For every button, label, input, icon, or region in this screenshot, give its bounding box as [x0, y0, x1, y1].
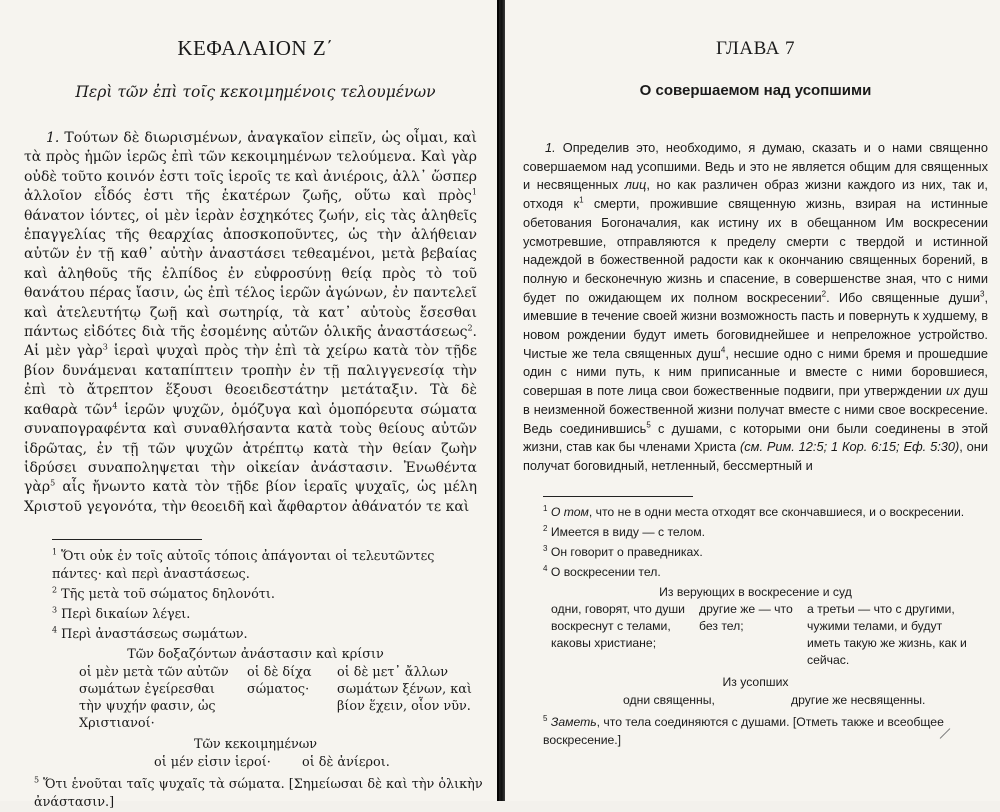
scheme-columns — [551, 601, 988, 669]
footnote-5: $^5$ Ὅτι ἑνοῦται ταῖς ψυχαῖς τὰ σώματα. [Σημείωσαι δὲ καὶ τὴν ὁλικὴν ἀνάστασιν.] — [34, 775, 483, 811]
footnote-ref: 2 — [821, 289, 827, 299]
footnote-4: $^4$ Περὶ ἀναστάσεως σωμάτων. — [52, 625, 248, 643]
chapter-subtitle-russian: О совершаемом над усопшими — [639, 82, 872, 99]
chapter-subtitle-greek: Περὶ τῶν ἐπὶ τοῖς κεκοιμημένοις τελουμένων — [75, 83, 436, 101]
scheme-subcol-2: другие же несвященны. — [791, 692, 926, 707]
footnotes-greek — [24, 548, 487, 812]
main-text-russian: 1. Определив это, необходимо, я думаю, сказать и о нами священно совершаемом над усопшими. Ведь и это не является общим для священных и несвященных лиц, но как различен образ жизни каждого из них, так и, отходя $к^1$ смерти, прожившие священную жизнь, взирая на истинные обетования Богоначалия, как истину их в обещанном Им воскресении усмотревшие, отправляются к пределу смерти с твердой и истинной надеждой в божественной радости как к окончанию священных борений, в полную и бесконечную жизнь и спасение, в совершенстве зная, что с ними будет по ожидающем их полном воскресении$^2$. Ибо священные души$^3$, имевшие в течение своей жизни возможность пасть и повернуть к худшему, в новом рождении будут иметь боговиднейшее и непреложное устройство. Чистые же тела священных душ$^4$, несшие одно с ними бремя и прошедшие один с ними путь, к ним приписанные и вместе с ними боровшиеся, совершая в поте лица свои божественные подвиги, при утверждении их душ в неизменной божественной жизни получат вместе с ними свое воскресение. Ведь соединившись$^5$ с душами, с которыми они были соединены в этой жизни, став как бы членами Христа (см. Рим. 12:5; 1 Кор. 6:15; Еф. 5:30), они получат боговидный, нетленный, бессмертный и — [523, 140, 989, 473]
scheme-heading: Τῶν δοξαζόντων ἀνάστασιν καὶ κρίσιν — [127, 647, 384, 663]
footnote-ref: 3 — [979, 289, 985, 299]
book-gutter — [497, 0, 505, 801]
chapter-title-russian: ГЛАВА 7 — [715, 38, 796, 59]
footnote-2: $^2$ Τῆς μετὰ τοῦ σώματος δηλονότι. — [52, 585, 275, 603]
scheme-subcol-2: οἱ δὲ ἀνίεροι. — [302, 755, 390, 771]
scheme-col-1: οἱ μὲν μετὰ τῶν αὐτῶν σωμάτων ἐγείρεσθαι τὴν ψυχήν φασιν, ὡς Χριστιανοί· — [79, 665, 229, 732]
section-number: 1. — [545, 140, 556, 155]
footnote-divider — [52, 539, 202, 540]
scheme-col-1: одни, говорят, что души воскреснут с телами, каковы христиане; — [551, 601, 685, 650]
footnotes-russian — [523, 503, 988, 749]
footnote-ref: 4 — [112, 401, 118, 411]
scheme-subcolumns — [623, 691, 988, 709]
footnote-5: $^5$ Заметь, что тела соединяются с душами. [Отметь также и всеобщее воскресение.] — [543, 713, 944, 747]
footnote-ref: 5 — [646, 420, 651, 430]
scheme-subcol-1: одни священны, — [623, 692, 715, 707]
left-page — [0, 0, 497, 811]
scheme-col-2: οἱ δὲ δίχα σώματος· — [247, 665, 312, 698]
scheme-subheading: Из усопших — [722, 674, 789, 689]
footnote-ref: 5 — [50, 478, 56, 488]
footnote-ref: 2 — [467, 323, 473, 333]
footnote-3: $^3$ Περὶ δικαίων λέγει. — [52, 605, 191, 623]
footnote-ref: 1 — [579, 195, 584, 205]
scheme-col-3: οἱ δὲ μετ᾽ ἄλλων σωμάτων ξένων, καὶ βίον ἕχειν, οἷον νῦν. — [337, 665, 472, 715]
footnote-1: $^1$ О том, что не в одни места отходят все скончавшиеся, и о воскресении. — [543, 503, 965, 519]
footnote-3: $^3$ Он говорит о праведниках. — [543, 543, 703, 559]
scheme-subheading: Τῶν κεκοιμημένων — [193, 737, 318, 753]
scheme-subcolumns — [154, 754, 487, 772]
chapter-title-greek: ΚΕΦΑΛΑΙΟΝ Ζ΄ — [177, 36, 334, 60]
scheme-col-3: а третьи — что с другими, чужими телами, и будут иметь такую же жизнь, как и сейчас. — [807, 601, 967, 667]
footnote-ref: 4 — [720, 345, 726, 355]
footnote-4: $^4$ О воскресении тел. — [543, 563, 661, 579]
scheme-col-2: другие же — что без тел; — [699, 601, 793, 633]
footnote-2: $^2$ Имеется в виду — с телом. — [543, 523, 706, 539]
section-number: 1. — [46, 130, 60, 146]
footnote-1: $^1$ Ὅτι οὐκ ἐν τοῖς αὐτοῖς τόποις ἀπάγονται οἱ τελευτῶντες πάντες· καὶ περὶ ἀναστάσεως. — [52, 547, 435, 583]
footnote-divider — [543, 496, 693, 497]
footnote-ref: 3 — [102, 342, 108, 352]
main-text-greek: 1. Τούτων δὲ διωρισμένων, ἀναγκαῖον εἰπεῖν, ὡς οἶμαι, καὶ τὰ πρὸς ἡμῶν ἱερῶς ἐπὶ τῶν κεκοιμημένων τελούμενα. Καὶ γὰρ οὐδὲ τοῦτο κοινόν ἐστι τοῖς ἱεροῖς τε καὶ ἀνιέροις, ἀλλ᾽ ὥσπερ ἀλλοῖον εἶδός ἐστι τῆς ἑκατέρων ζωῆς, οὕτω καὶ πρὸς$^1$ θάνατον ἰόντες, οἱ μὲν ἱερὰν ἐσχηκότες ζωήν, εἰς τὰς ἀληθεῖς ἐπαγγελίας τῆς θεαρχίας ἀποσκοποῦντες, ὡς τὴν ἀλήθειαν αὐτῶν ἐν τῇ καθ᾽ αὐτὴν ἀναστάσει τεθεαμένοι, μετὰ βεβαίας καὶ ἀληθοῦς τῆς ἐλπίδος ἐν εὐφροσύνῃ θείᾳ πρὸς τὸ τοῦ θανάτου πέρας ἴασιν, ὡς ἐπὶ τέλος ἱερῶν ἀγώνων, ἐν παντελεῖ καὶ ἀτελευτήτῳ ζωῇ καὶ σωτηρίᾳ, τὰ κατ᾽ αὐτοὺς ἔσεσθαι πάντως εἰδότες διὰ τῆς ἐσομένης αὐτῶν ὁλικῆς ἀναστάσεως$^2$. Αἱ μὲν γὰρ$^3$ ἱεραὶ ψυχαὶ πρὸς τὴν ἐπὶ τὰ χείρω κατὰ τὸν τῇδε βίον δυνάμεναι καταπίπτειν τροπὴν ἐν τῇ παλιγγενεσίᾳ τὴν ἐπὶ τὸ ἄτρεπτον ἕξουσι θεοειδεστάτην μετάταξιν. Τὰ δὲ καθαρὰ τῶν$^4$ ἱερῶν ψυχῶν, ὁμόζυγα καὶ ὁμοπόρευτα σώματα συναπογραφέντα καὶ συναθλήσαντα κατὰ τοὺς θείους αὐτῶν ἱδρῶτας, ἐν τῇ τῶν ψυχῶν ἀτρέπτῳ κατὰ τὴν θείαν ζωὴν ἱδρύσει συναποληψεται τὴν οἰκείαν ἀνάστασιν. Ἐνωθέντα γὰρ$^5$ αἷς ἤνωντο κατὰ τὸν τῇδε βίον ἱεραῖς ψυχαῖς, ὡς μέλη Χριστοῦ γεγονότα, τὴν θεοειδῆ καὶ ἄφθαρτον ἀθάνατόν τε καὶ — [24, 130, 477, 515]
footnote-ref: 1 — [471, 187, 477, 197]
scheme-columns — [79, 664, 487, 732]
scheme-subcol-1: οἱ μέν εἰσιν ἱεροί· — [154, 755, 271, 771]
right-page — [505, 0, 1000, 801]
scheme-heading: Из верующих в воскресение и суд — [659, 584, 852, 599]
